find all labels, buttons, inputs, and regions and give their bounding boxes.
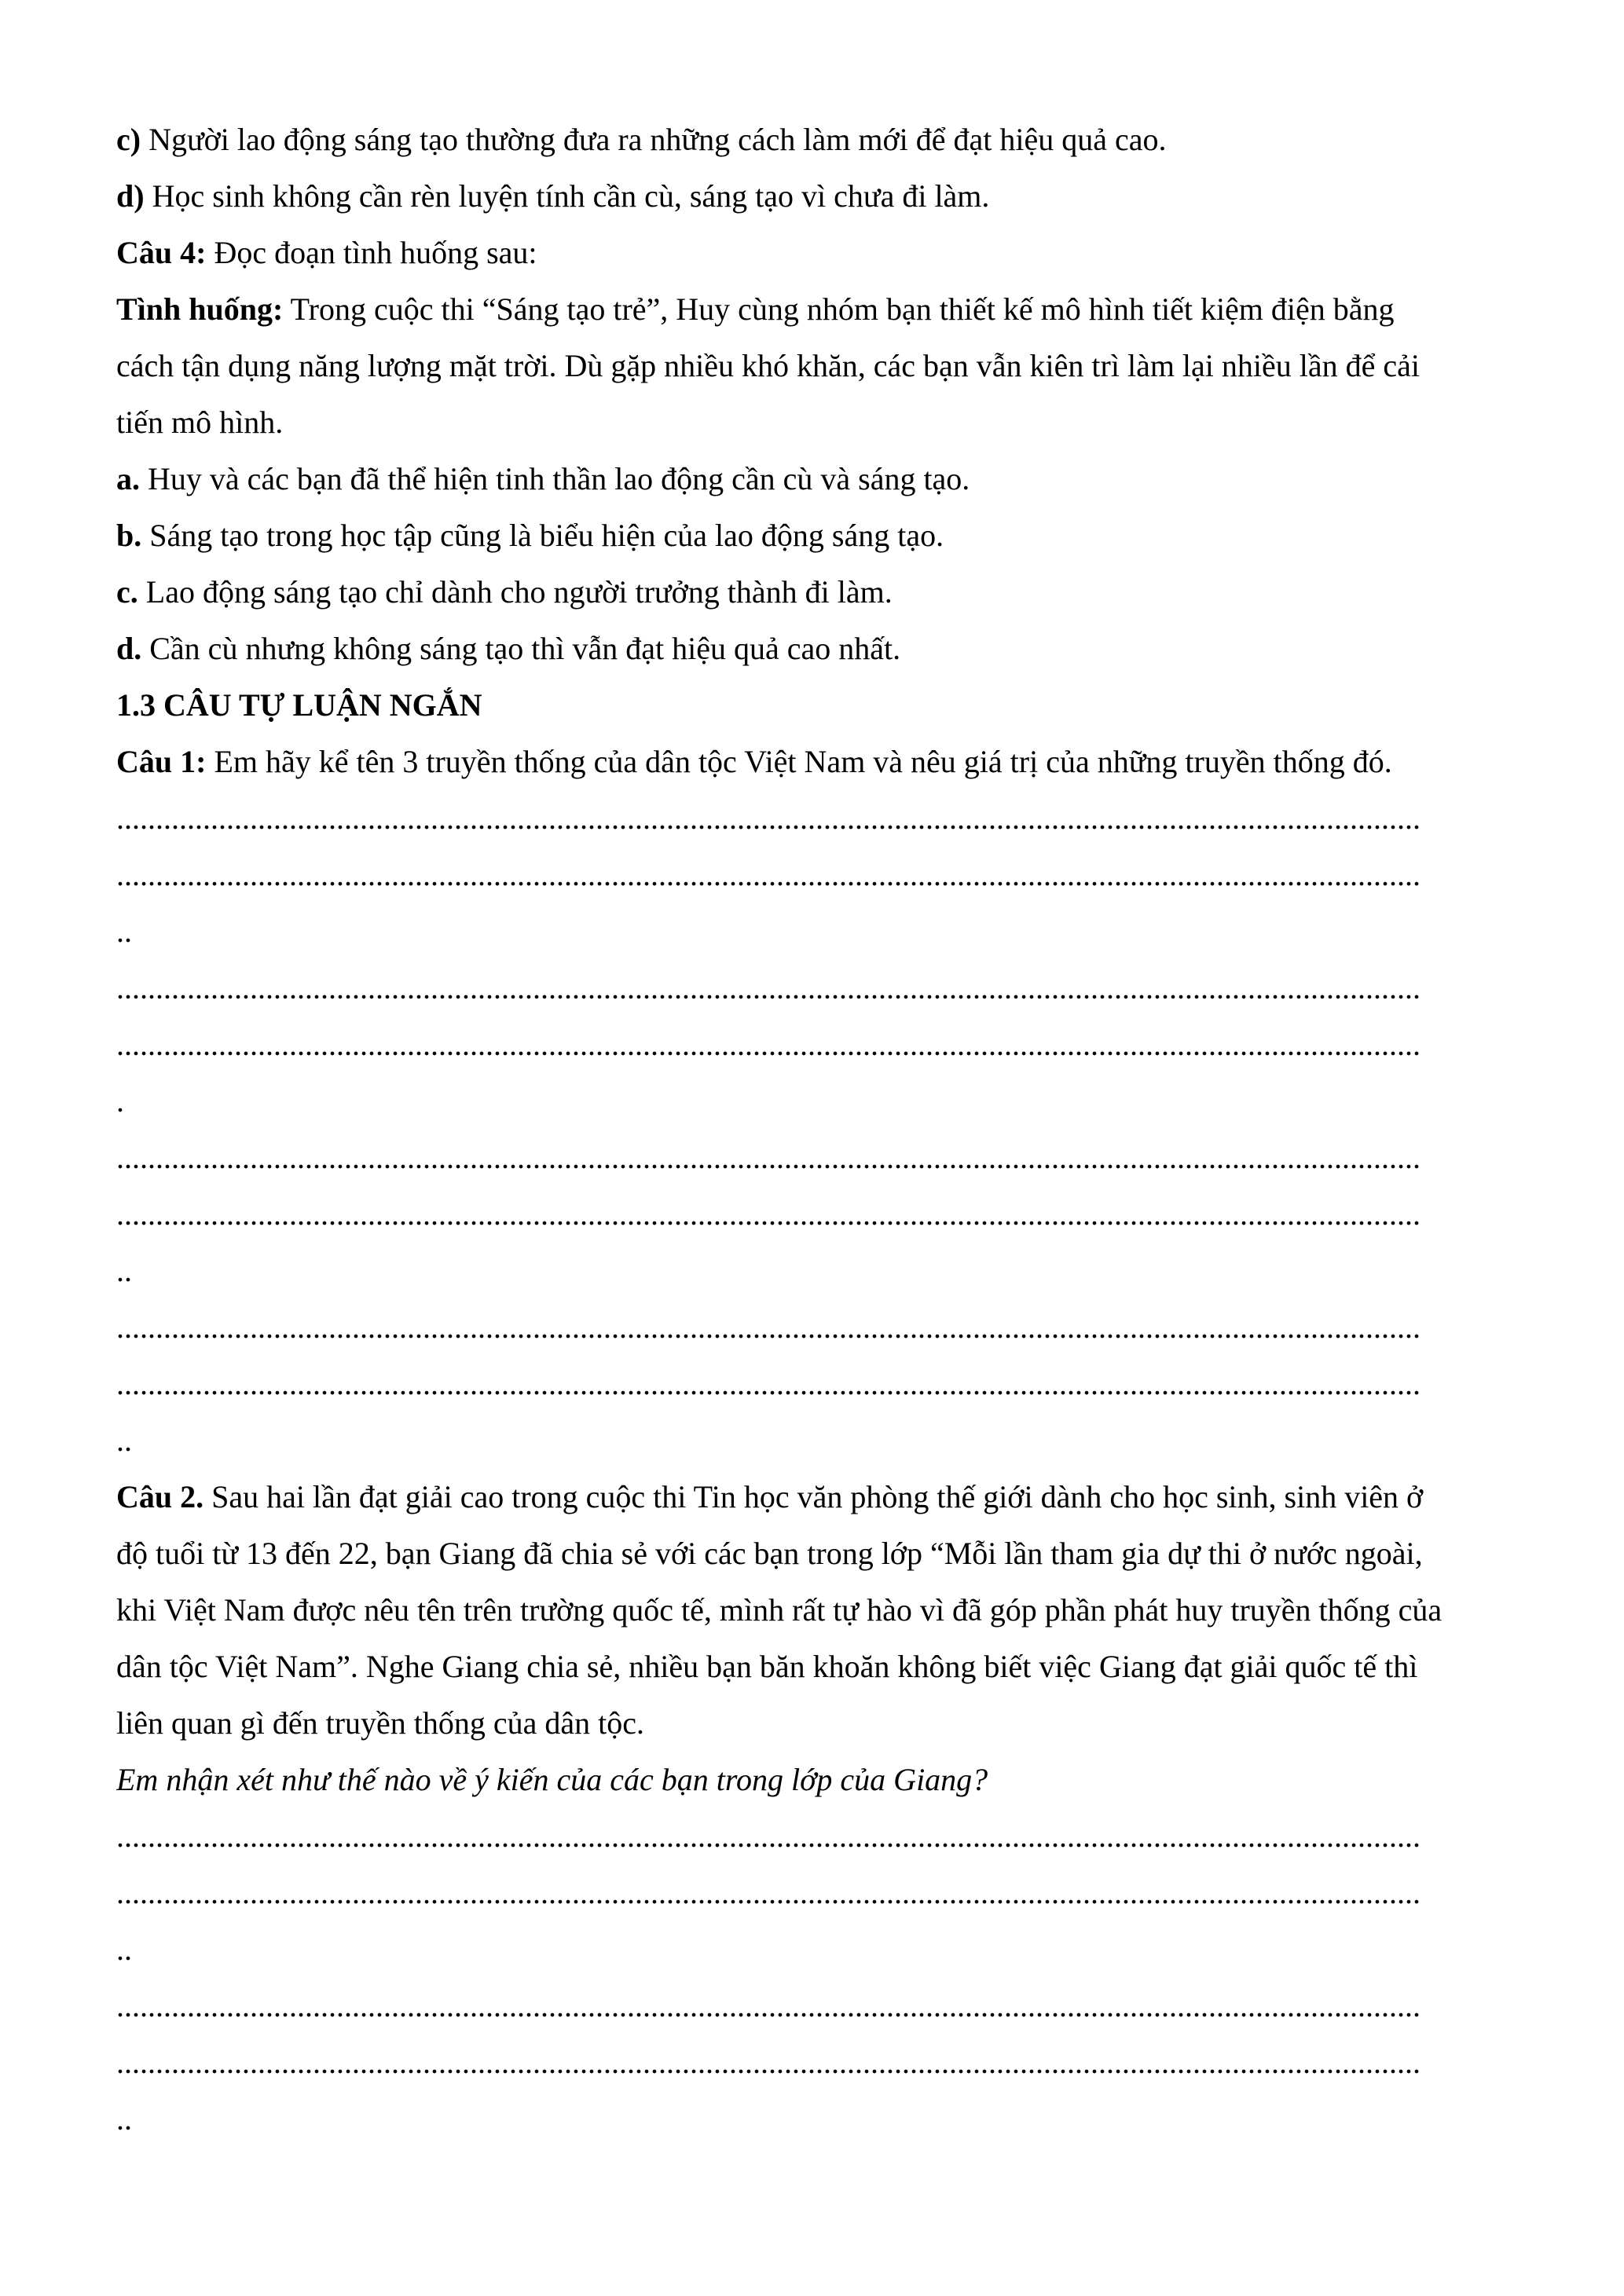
q4-title (116, 225, 1514, 281)
situation-label: Tình huống: (116, 291, 284, 327)
q4-option-a (116, 451, 1514, 507)
option-label: c. (116, 574, 138, 610)
option-label: b. (116, 518, 142, 553)
option-text: Sáng tạo trong học tập cũng là biểu hiện của lao động sáng tạo. (141, 518, 944, 553)
question-label: Câu 1: (116, 744, 207, 779)
q4-situation-line-2: cách tận dụng năng lượng mặt trời. Dù gặp nhiều khó khăn, các bạn vẫn kiên trì làm lại nhiều lần để cải (116, 348, 1421, 383)
answer-line-tail: . (116, 1083, 124, 1119)
answer-line-tail: .. (116, 914, 132, 949)
answer-line[interactable]: ...................................................................................................................................................................... (116, 1309, 1421, 1345)
essay2-line-4: dân tộc Việt Nam”. Nghe Giang chia sẻ, nhiều bạn băn khoăn không biết việc Giang đạt giải quốc tế thì (116, 1649, 1418, 1684)
essay1-question (116, 734, 1514, 790)
answer-line[interactable]: ...................................................................................................................................................................... (116, 970, 1421, 1005)
answer-line[interactable]: ...................................................................................................................................................................... (116, 1988, 1421, 2023)
question-label: Câu 2. (116, 1479, 204, 1514)
option-label: d. (116, 631, 142, 666)
option-text: Người lao động sáng tạo thường đưa ra những cách làm mới để đạt hiệu quả cao. (141, 122, 1167, 157)
q3-option-c (116, 112, 1514, 168)
answer-line-tail: .. (116, 2101, 132, 2137)
section-heading: 1.3 CÂU TỰ LUẬN NGẮN (116, 687, 482, 723)
option-label: a. (116, 461, 140, 496)
answer-line[interactable]: ...................................................................................................................................................................... (116, 2045, 1421, 2080)
option-text: Huy và các bạn đã thể hiện tinh thần lao động cần cù và sáng tạo. (140, 461, 970, 496)
essay2-line-5: liên quan gì đến truyền thống của dân tộc. (116, 1705, 645, 1741)
answer-line[interactable]: ...................................................................................................................................................................... (116, 1196, 1421, 1232)
question-text: Đọc đoạn tình huống sau: (206, 235, 537, 270)
option-text: Học sinh không cần rèn luyện tính cần cù, sáng tạo vì chưa đi làm. (144, 178, 990, 214)
q4-option-b (116, 507, 1514, 564)
essay2-line-1 (116, 1469, 1514, 1525)
option-text: Lao động sáng tạo chỉ dành cho người trưởng thành đi làm. (137, 574, 893, 610)
q4-situation-line-1 (116, 281, 1514, 338)
q4-situation-line-3: tiến mô hình. (116, 405, 284, 440)
question-label: Câu 4: (116, 235, 207, 270)
question-text: Em hãy kể tên 3 truyền thống của dân tộc Việt Nam và nêu giá trị của những truyền thống đó. (206, 744, 1392, 779)
essay2-question: Em nhận xét như thế nào về ý kiến của các bạn trong lớp của Giang? (116, 1762, 988, 1797)
q4-option-d (116, 621, 1514, 677)
answer-line[interactable]: ...................................................................................................................................................................... (116, 1875, 1421, 1910)
essay2-line-3: khi Việt Nam được nêu tên trên trường quốc tế, mình rất tự hào vì đã góp phần phát huy truyền thống của (116, 1592, 1443, 1628)
q4-option-c (116, 564, 1514, 621)
option-label: d) (116, 178, 145, 214)
option-text: Cần cù nhưng không sáng tạo thì vẫn đạt hiệu quả cao nhất. (141, 631, 901, 666)
answer-line[interactable]: ...................................................................................................................................................................... (116, 1818, 1421, 1854)
answer-line-tail: .. (116, 1932, 132, 1967)
essay2-line-2: độ tuổi từ 13 đến 22, bạn Giang đã chia sẻ với các bạn trong lớp “Mỗi lần tham gia dự thi ở nước ngoài, (116, 1536, 1423, 1571)
answer-line[interactable]: ...................................................................................................................................................................... (116, 800, 1421, 836)
q3-option-d (116, 168, 1514, 225)
answer-line[interactable]: ...................................................................................................................................................................... (116, 1366, 1421, 1401)
situation-text: Trong cuộc thi “Sáng tạo trẻ”, Huy cùng nhóm bạn thiết kế mô hình tiết kiệm điện bằng (283, 291, 1395, 327)
option-label: c) (116, 122, 141, 157)
answer-line[interactable]: ...................................................................................................................................................................... (116, 1027, 1421, 1062)
answer-line[interactable]: ...................................................................................................................................................................... (116, 857, 1421, 892)
answer-line-tail: .. (116, 1253, 132, 1288)
answer-line[interactable]: ...................................................................................................................................................................... (116, 1140, 1421, 1175)
question-text: Sau hai lần đạt giải cao trong cuộc thi Tin học văn phòng thế giới dành cho học sinh, sinh viên ở (203, 1479, 1424, 1514)
answer-line-tail: .. (116, 1423, 132, 1458)
